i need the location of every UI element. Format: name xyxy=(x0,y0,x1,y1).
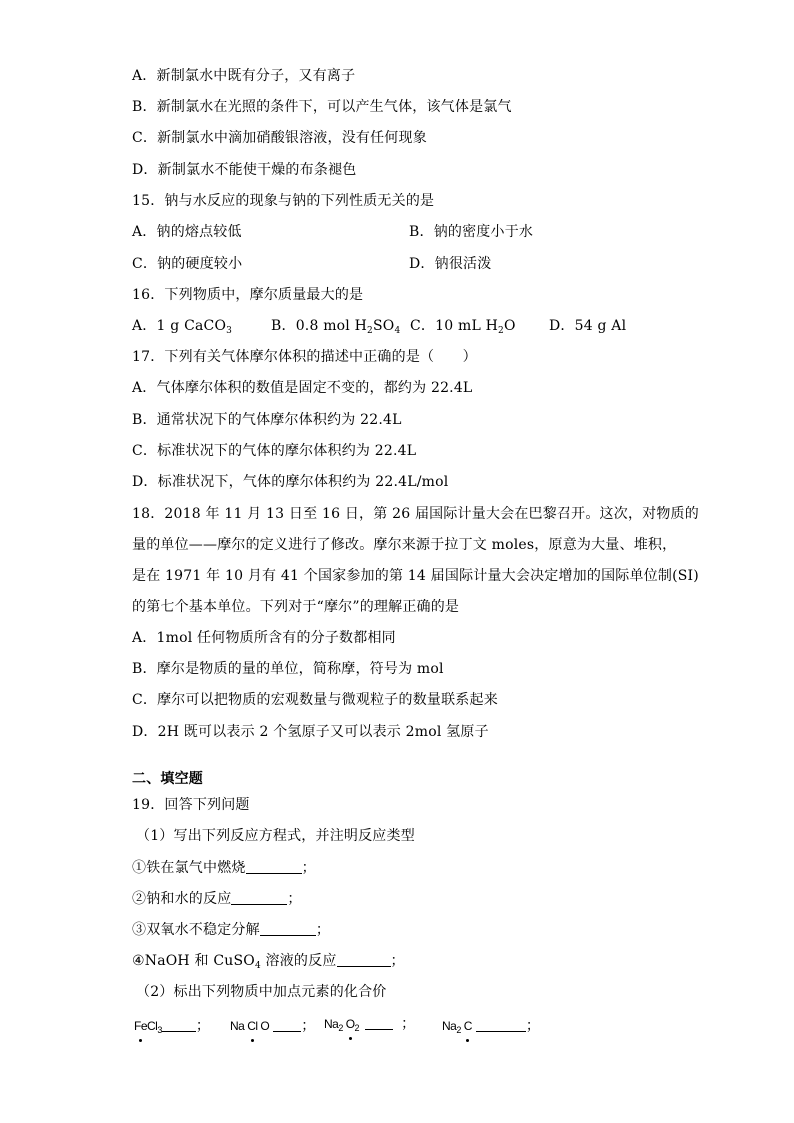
answer-blank[interactable] xyxy=(231,890,287,905)
q14-option-c: C．新制氯水中滴加硝酸银溶液，没有任何现象 xyxy=(132,130,427,146)
q15-option-d: D．钠很活泼 xyxy=(409,256,492,272)
q19-part1: （1）写出下列反应方程式，并注明反应类型 xyxy=(136,828,415,844)
valence-item-fecl3: FeCl$_3$ ； xyxy=(134,1018,211,1035)
valence-items-row xyxy=(134,1016,554,1042)
q18-option-b: B．摩尔是物质的量的单位，简称摩，符号为 mol xyxy=(132,661,444,677)
q15-option-b: B．钠的密度小于水 xyxy=(409,224,534,240)
q19-item-2: ②钠和水的反应 ； xyxy=(132,891,302,907)
q16-option-b: B．0.8 mol $H_2SO_4$ xyxy=(271,318,401,336)
q18-option-d: D．2H 既可以表示 2 个氢原子又可以表示 2mol 氢原子 xyxy=(132,724,489,740)
q18-option-c: C．摩尔可以把物质的宏观数量与微观粒子的数量联系起来 xyxy=(132,692,498,708)
q17-stem: 17．下列有关气体摩尔体积的描述中正确的是（ ） xyxy=(132,349,477,365)
section-heading: 二、填空题 xyxy=(132,771,203,787)
q15-option-c: C．钠的硬度较小 xyxy=(132,256,243,272)
q19-item-4: ④NaOH 和 CuSO$_4$ 溶液的反应 ； xyxy=(132,953,405,971)
answer-blank[interactable] xyxy=(365,1015,393,1030)
q15-stem: 15．钠与水反应的现象与钠的下列性质无关的是 xyxy=(132,193,435,209)
q18-stem-line: 是在 1971 年 10 月有 41 个国家参加的第 14 届国际计量大会决定增加的国际单位制(SI) xyxy=(132,568,699,584)
answer-blank[interactable] xyxy=(162,1017,196,1032)
q18-stem-line: 量的单位——摩尔的定义进行了修改。摩尔来源于拉丁文 moles，原意为大量、堆积， xyxy=(132,537,677,553)
answer-blank[interactable] xyxy=(273,1017,301,1032)
answer-blank[interactable] xyxy=(246,859,302,874)
q14-option-a: A．新制氯水中既有分子，又有离子 xyxy=(132,68,356,84)
valence-item-na2o2: $Na_2$ $O_2$ ； xyxy=(324,1016,416,1033)
q16-option-a: A．1 g CaCO$_3$ xyxy=(132,318,233,336)
q14-option-b: B．新制氯水在光照的条件下，可以产生气体，该气体是氯气 xyxy=(132,99,512,115)
q16-option-c: C．10 mL $H_2O$ xyxy=(410,318,516,336)
q19-stem: 19．回答下列问题 xyxy=(132,797,250,813)
q19-item-1: ①铁在氯气中燃烧 ； xyxy=(132,860,316,876)
answer-blank[interactable] xyxy=(260,921,316,936)
q19-part2: （2）标出下列物质中加点元素的化合价 xyxy=(136,984,387,1000)
q17-option-a: A．气体摩尔体积的数值是固定不变的，都约为 22.4L xyxy=(132,380,473,396)
q15-options-row2 xyxy=(132,254,492,274)
q15-option-a: A．钠的熔点较低 xyxy=(132,224,242,240)
valence-item-na2c: $Na_2$ C ； xyxy=(442,1018,541,1035)
q18-option-a: A．1mol 任何物质所含有的分子数都相同 xyxy=(132,630,396,646)
q16-option-d: D．54 g Al xyxy=(549,318,627,334)
q14-option-d: D．新制氯水不能使干燥的布条褪色 xyxy=(132,162,357,178)
valence-item-naclo: Na Cl O ； xyxy=(230,1018,316,1034)
answer-blank[interactable] xyxy=(337,952,391,967)
q19-item-3: ③双氧水不稳定分解 ； xyxy=(132,922,331,938)
q15-options-row1 xyxy=(132,222,534,242)
q17-option-c: C．标准状况下的气体的摩尔体积约为 22.4L xyxy=(132,443,417,459)
q18-stem-line: 的第七个基本单位。下列对于“摩尔”的理解正确的是 xyxy=(132,599,460,615)
q18-stem-line: 18．2018 年 11 月 13 日至 16 日，第 26 届国际计量大会在巴黎召开。这次，对物质的 xyxy=(132,506,699,522)
answer-blank[interactable] xyxy=(476,1017,526,1032)
q17-option-b: B．通常状况下的气体摩尔体积约为 22.4L xyxy=(132,412,402,428)
q16-stem: 16．下列物质中，摩尔质量最大的是 xyxy=(132,287,364,303)
q17-option-d: D．标准状况下，气体的摩尔体积约为 22.4L/mol xyxy=(132,474,449,490)
